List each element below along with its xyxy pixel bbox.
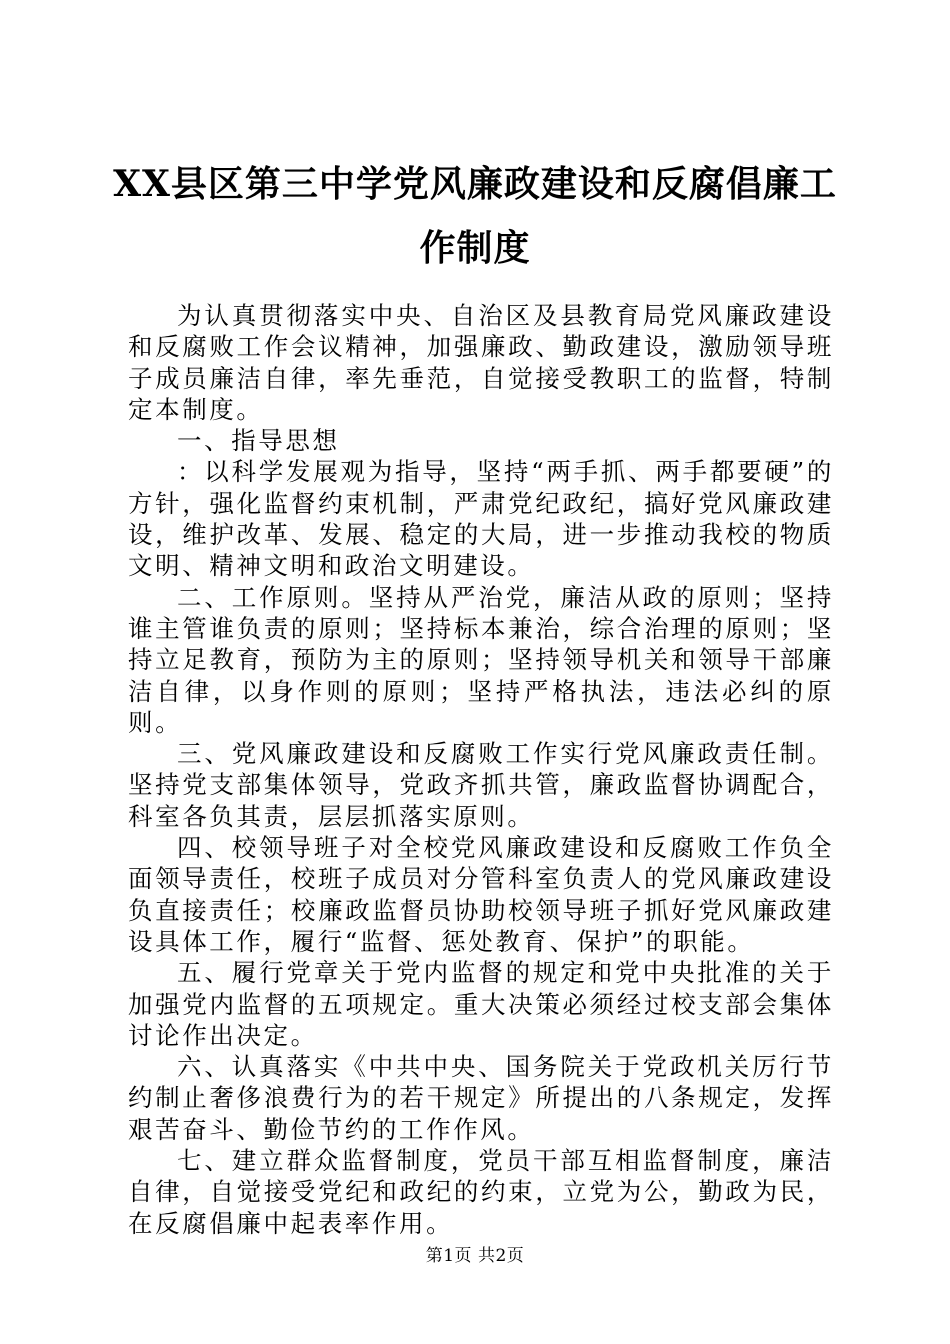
document-title-line-1: XX县区第三中学党风廉政建设和反腐倡廉工: [113, 163, 837, 205]
leadership-responsibility-paragraph: 四、校领导班子对全校党风廉政建设和反腐败工作负全面领导责任，校班子成员对分管科室负责人的党风廉政建设负直接责任；校廉政监督员协助校领导班子抓好党风廉政建设具体工作，履行“监督、惩处教育、保护”的职能。: [128, 833, 834, 956]
working-principles-paragraph: 二、工作原则。坚持从严治党，廉洁从政的原则；坚持谁主管谁负责的原则；坚持标本兼治，综合治理的原则；坚持立足教育，预防为主的原则；坚持领导机关和领导干部廉洁自律，以身作则的原则；坚持严格执法，违法必纠的原则。: [128, 582, 834, 737]
page-footer: 第1页 共2页: [425, 1246, 525, 1266]
responsibility-system-paragraph: 三、党风廉政建设和反腐败工作实行党风廉政责任制。坚持党支部集体领导，党政齐抓共管，廉政监督协调配合，科室各负其责，层层抓落实原则。: [128, 739, 834, 831]
party-supervision-paragraph: 五、履行党章关于党内监督的规定和党中央批准的关于加强党内监督的五项规定。重大决策必须经过校支部会集体讨论作出决定。: [128, 958, 834, 1050]
guiding-ideology-paragraph: ：以科学发展观为指导，坚持“两手抓、两手都要硬”的方针，强化监督约束机制，严肃党纪政纪，搞好党风廉政建设，维护改革、发展、稳定的大局，进一步推动我校的物质文明、精神文明和政治文明建设。: [128, 457, 834, 581]
frugality-regulations-paragraph: 六、认真落实《中共中央、国务院关于党政机关厉行节约制止奢侈浪费行为的若干规定》所提出的八条规定，发挥艰苦奋斗、勤俭节约的工作作风。: [128, 1052, 834, 1144]
section-heading-guiding-ideology: 一、指导思想: [177, 426, 340, 456]
intro-paragraph: 为认真贯彻落实中央、自治区及县教育局党风廉政建设和反腐败工作会议精神，加强廉政、勤政建设，激励领导班子成员廉洁自律，率先垂范，自觉接受教职工的监督，特制定本制度。: [128, 301, 834, 424]
mass-supervision-paragraph: 七、建立群众监督制度，党员干部互相监督制度，廉洁自律，自觉接受党纪和政纪的约束，立党为公，勤政为民，在反腐倡廉中起表率作用。: [128, 1146, 834, 1238]
document-title-line-2: 作制度: [419, 227, 531, 269]
document-body: [128, 300, 834, 1239]
